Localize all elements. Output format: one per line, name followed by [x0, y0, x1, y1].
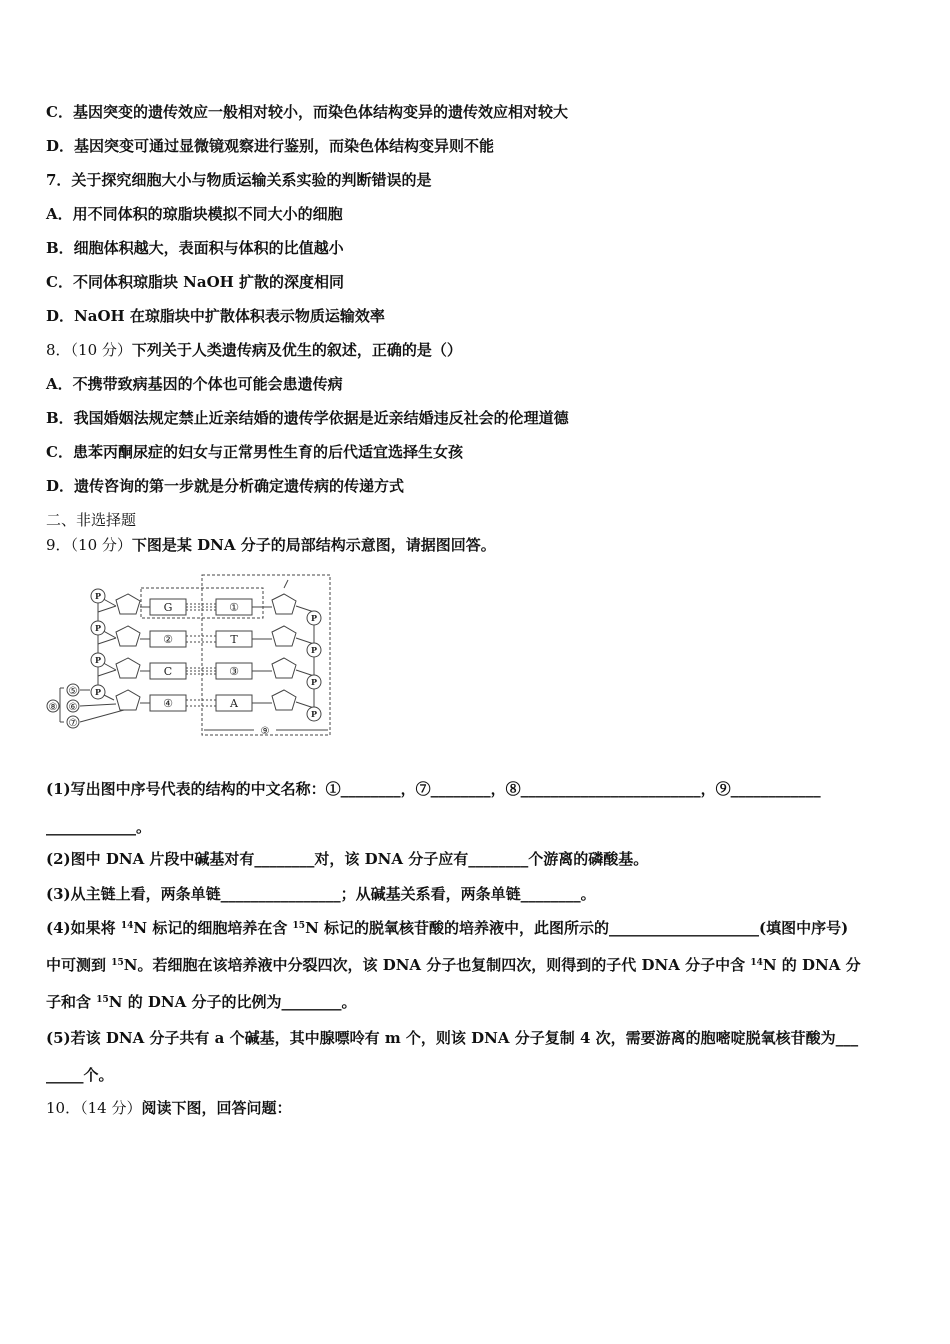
phosphate-label: P [310, 677, 318, 687]
q7-option-b: B．细胞体积越大，表面积与体积的比值越小 [46, 239, 344, 257]
base-label: ① [229, 601, 239, 614]
q10-stem: 阅读下图，回答问题： [141, 1099, 292, 1117]
base-label: C [163, 665, 173, 678]
q9-part1-line1: (1)写出图中序号代表的结构的中文名称：①________，⑦________，⑧________________________，⑨____________ [46, 780, 821, 798]
q8-option-b: B．我国婚姻法规定禁止近亲结婚的遗传学依据是近亲结婚违反社会的伦理道德 [46, 409, 569, 427]
base-label: ② [163, 633, 173, 646]
phosphate-label: P [310, 645, 318, 655]
q7-stem: 7．关于探究细胞大小与物质运输关系实验的判断错误的是 [46, 171, 432, 189]
label-5: ⑤ [68, 686, 78, 697]
base-label: A [230, 697, 238, 710]
q6-option-d: D．基因突变可通过显微镜观察进行鉴别，而染色体结构变异则不能 [46, 137, 495, 155]
q8-option-d: D．遗传咨询的第一步就是分析确定遗传病的传递方式 [46, 477, 405, 495]
superscript: 14 [750, 958, 763, 968]
q7-option-c: C．不同体积琼脂块 NaOH 扩散的深度相同 [46, 273, 345, 291]
q9-part2: (2)图中 DNA 片段中碱基对有________对，该 DNA 分子应有________个游离的磷酸基。 [46, 850, 649, 868]
q10-number: 10．（14 分） [46, 1099, 142, 1117]
text-run: N 的 DNA 分子的比例为________。 [108, 993, 357, 1011]
phosphate-label: P [310, 709, 318, 719]
q9-part4-line2 [46, 955, 861, 975]
base-label: ③ [229, 665, 239, 678]
q9-part5-line1: (5)若该 DNA 分子共有 a 个碱基，其中腺嘌呤有 m 个，则该 DNA 分子复制 4 次，需要游离的胞嘧啶脱氧核苷酸为___ [46, 1029, 859, 1047]
label-9: ⑨ [260, 726, 270, 737]
q8-option-a: A．不携带致病基因的个体也可能会患遗传病 [46, 375, 343, 393]
q9-stem-line [46, 535, 496, 555]
text-run: 子和含 [46, 993, 97, 1011]
superscript: 15 [292, 921, 306, 931]
label-6: ⑥ [68, 702, 78, 713]
q8-stem: 下列关于人类遗传病及优生的叙述，正确的是（） [131, 341, 462, 359]
phosphate-label: P [94, 655, 102, 665]
q6-option-c: C．基因突变的遗传效应一般相对较小，而染色体结构变异的遗传效应相对较大 [46, 103, 568, 121]
q9-part5-line2: _____个。 [46, 1066, 114, 1084]
text-run: N 标记的细胞培养在含 [133, 919, 293, 937]
superscript: 15 [111, 958, 124, 968]
q8-stem-line [46, 340, 462, 360]
base-label: G [163, 601, 173, 614]
phosphate-label: P [94, 591, 102, 601]
base-label: ④ [163, 697, 173, 710]
q9-number: 9．（10 分） [46, 536, 132, 554]
q9-part4-line1 [46, 918, 848, 938]
q7-option-d: D．NaOH 在琼脂块中扩散体积表示物质运输效率 [46, 307, 385, 325]
dna-structure-diagram [44, 570, 336, 742]
text-run: (4)如果将 [46, 919, 121, 937]
section-heading: 二、非选择题 [46, 511, 137, 529]
q7-option-a: A．用不同体积的琼脂块模拟不同大小的细胞 [46, 205, 343, 223]
q8-number: 8．（10 分） [46, 341, 132, 359]
phosphate-label: P [94, 687, 102, 697]
base-label: T [230, 633, 238, 646]
q10-stem-line [46, 1098, 291, 1118]
text-run: N。若细胞在该培养液中分裂四次，该 DNA 分子也复制四次，则得到的子代 DNA 分子中含 [123, 956, 751, 974]
phosphate-label: P [310, 613, 318, 623]
text-run: N 的 DNA 分 [762, 956, 861, 974]
q9-part3: (3)从主链上看，两条单链________________；从碱基关系看，两条单链________。 [46, 885, 596, 903]
label-7: ⑦ [68, 718, 78, 729]
text-run: N 标记的脱氧核苷酸的培养液中，此图所示的____________________(填图中序号) [305, 919, 849, 937]
text-run: 中可测到 [46, 956, 112, 974]
superscript: 15 [96, 995, 109, 1005]
q9-part1-line2: ____________。 [46, 818, 152, 836]
superscript: 14 [120, 921, 134, 931]
q9-stem: 下图是某 DNA 分子的局部结构示意图，请据图回答。 [131, 536, 496, 554]
phosphate-label: P [94, 623, 102, 633]
q8-option-c: C．患苯丙酮尿症的妇女与正常男性生育的后代适宜选择生女孩 [46, 443, 463, 461]
label-8: ⑧ [48, 702, 58, 713]
q9-part4-line3 [46, 992, 357, 1012]
